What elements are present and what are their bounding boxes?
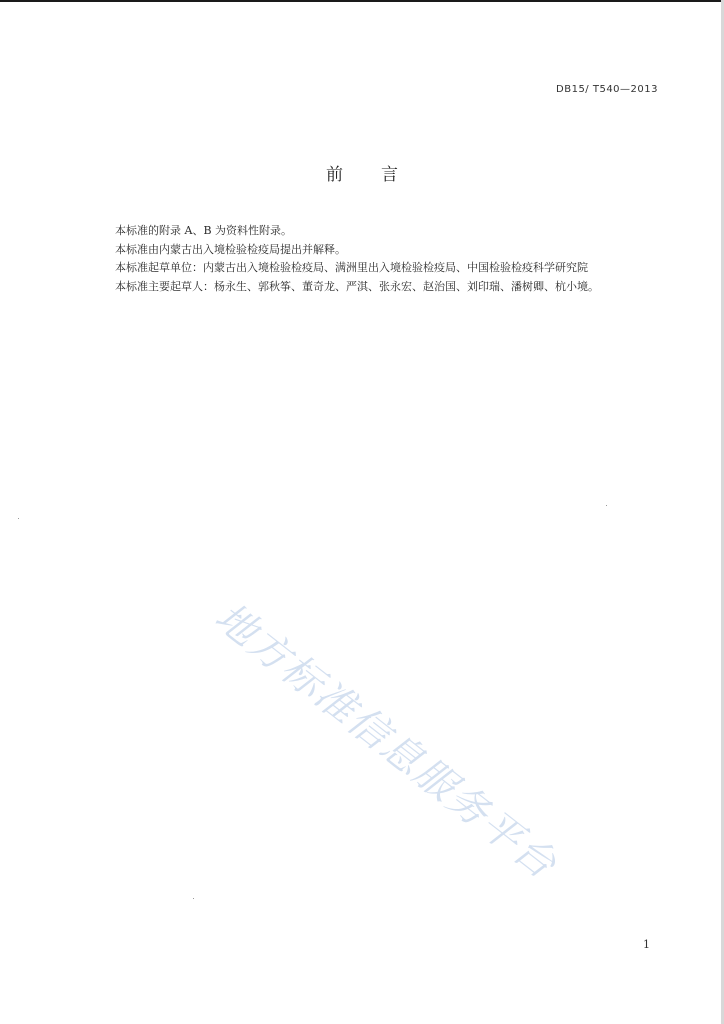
paragraph-appendix: 本标准的附录 A、B 为资料性附录。 [115,224,293,237]
paragraph-drafting-units: 本标准起草单位：内蒙古出入境检验检疫局、满洲里出入境检验检疫局、中国检验检疫科学研究院 [115,261,588,274]
paragraph-drafters: 本标准主要起草人：杨永生、郭秋筝、董奇龙、严淇、张永宏、赵治国、刘印瑞、潘树卿、杭小境。 [115,279,599,293]
scan-speck [606,505,607,506]
watermark-stamp: 地方标准信息服务平台 [206,593,566,889]
document-body [88,222,658,296]
top-border [0,0,724,2]
scan-speck [193,898,194,899]
page-number: 1 [643,938,650,951]
section-title: 前言 [326,165,436,185]
standard-code: DB15/ T540—2013 [556,84,658,95]
scan-speck [18,518,19,519]
paragraph-proposer: 本标准由内蒙古出入境检验检疫局提出并解释。 [115,242,346,256]
